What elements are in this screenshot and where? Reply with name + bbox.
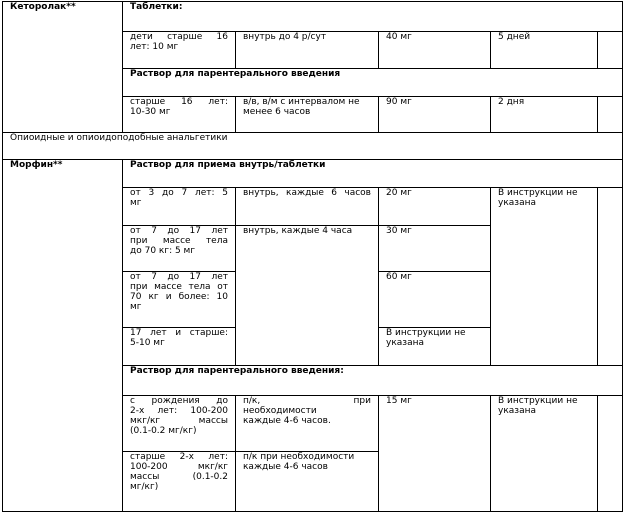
table-row [3,2,623,32]
patient-cell: от 7 до 17 лет при массе тела до 70 кг: 5 мг [123,226,236,272]
patient-cell: от 3 до 7 лет: 5 мг [123,188,236,226]
table-row [3,160,623,188]
route-cell: внутрь, каждые 6 часов [236,188,379,226]
patient-cell: с рождения до 2-х лет: 100-200 мкг/кг массы (0.1-0.2 мг/кг) [123,396,236,452]
route-cell: внутрь до 4 р/сут [236,32,379,69]
group-label: Опиоидные и опиоидоподобные анальгетики [3,133,623,160]
section-title: Раствор для парентерального введения [123,69,623,97]
empty-cell [598,32,623,69]
route-cell: п/к при необходимости каждые 4-6 часов [236,452,379,512]
dose-cell: 90 мг [379,97,491,133]
drug-name-morphine: Морфин** [3,160,123,512]
section-title: Раствор для парентерального введения: [123,366,623,396]
duration-cell: 5 дней [491,32,598,69]
dose-cell: В инструкции не указана [379,328,491,366]
route-cell: п/к, при необходимости каждые 4-6 часов. [236,396,379,452]
table-row [3,133,623,160]
patient-cell: старше 16 лет: 10-30 мг [123,97,236,133]
dose-cell: 15 мг [379,396,491,512]
dose-cell: 20 мг [379,188,491,226]
empty-cell [598,97,623,133]
patient-cell: 17 лет и старше: 5-10 мг [123,328,236,366]
drug-name-ketorolac: Кеторолак** [3,2,123,133]
route-cell: внутрь, каждые 4 часа [236,226,379,366]
section-title: Раствор для приема внутрь/таблетки [123,160,623,188]
dosage-table [2,1,623,512]
route-cell: в/в, в/м с интервалом не менее 6 часов [236,97,379,133]
empty-cell [598,396,623,512]
empty-cell [598,188,623,366]
section-title: Таблетки: [123,2,623,32]
duration-cell: В инструкции не указана [491,188,598,366]
patient-cell: старше 2-х лет: 100-200 мкг/кг массы (0.1-0.2 мг/кг) [123,452,236,512]
patient-cell: дети старше 16 лет: 10 мг [123,32,236,69]
dose-cell: 40 мг [379,32,491,69]
dose-cell: 30 мг [379,226,491,272]
duration-cell: 2 дня [491,97,598,133]
patient-cell: от 7 до 17 лет при массе тела от 70 кг и более: 10 мг [123,272,236,328]
duration-cell: В инструкции не указана [491,396,598,512]
dose-cell: 60 мг [379,272,491,328]
